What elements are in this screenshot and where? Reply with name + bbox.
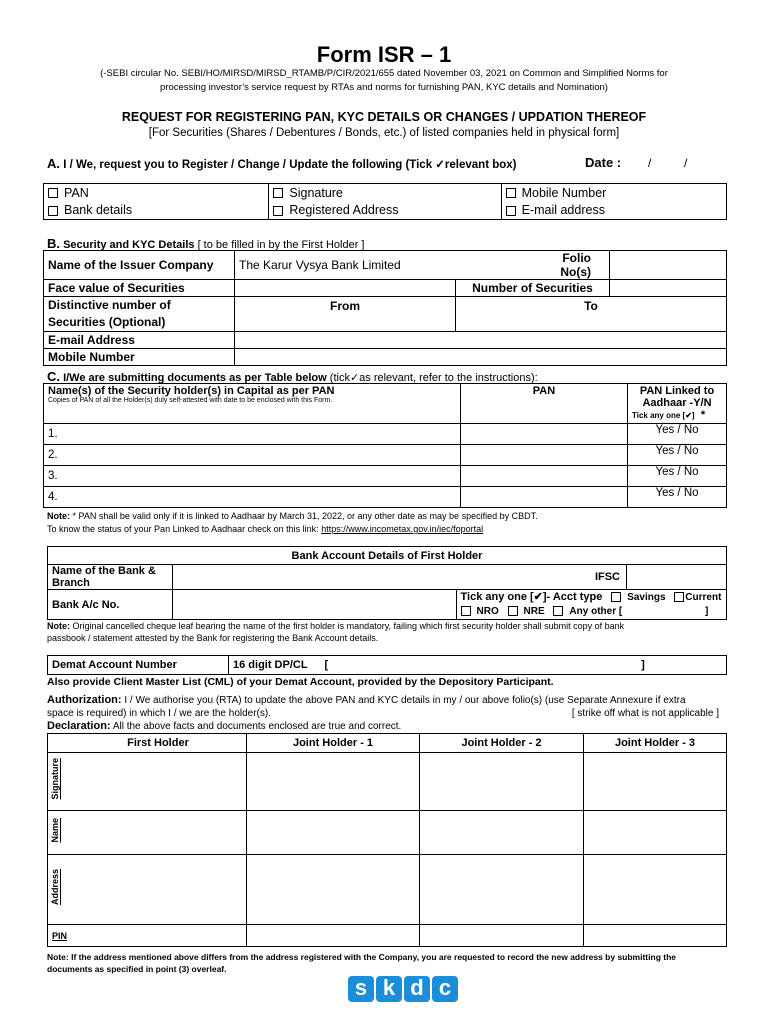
request-subtitle: [For Securities (Shares / Debentures / Bonds, etc.) of listed companies held in physical form] (148, 127, 620, 139)
col-joint-holder-3: Joint Holder - 3 (584, 734, 727, 753)
option-mobile-number[interactable] (501, 184, 726, 202)
face-value-label: Face value of Securities (44, 280, 235, 297)
holders-pan-table (43, 383, 727, 508)
incometax-link[interactable]: https://www.incometax.gov.in/iec/foportal (321, 524, 484, 534)
row-number: 1. (48, 428, 58, 440)
row-address-label (48, 855, 71, 925)
signature-joint-holder-2[interactable] (420, 753, 584, 811)
num-securities-field[interactable] (610, 280, 727, 297)
option-email-address[interactable] (501, 202, 726, 220)
asterisk: * (700, 409, 706, 421)
bracket-open: [ (324, 659, 329, 671)
checkbox[interactable] (506, 188, 516, 198)
pan-column-header: PAN (461, 384, 628, 424)
authorization-text-1: I / We authorise you (RTA) to update the above PAN and KYC details in my / our above folio(s) (use Separate Annexure if extra (124, 695, 686, 706)
bank-name-label-line2: Branch (52, 577, 90, 589)
date-label: Date : (585, 155, 622, 170)
signature-first-holder[interactable] (70, 753, 247, 811)
checkbox[interactable] (273, 206, 283, 216)
option-bank-details[interactable] (44, 202, 269, 220)
option-label: Registered Address (289, 203, 399, 218)
change-options-table (43, 183, 727, 220)
pin-label: PIN (52, 931, 68, 941)
option-signature[interactable] (269, 184, 501, 202)
name-joint-holder-3[interactable] (584, 811, 727, 855)
address-first-holder[interactable] (70, 855, 247, 925)
name-header-text: Name(s) of the Security holder(s) in Capital as per PAN (48, 385, 335, 397)
bank-ac-no-label: Bank A/c No. (48, 590, 173, 620)
to-field[interactable] (456, 297, 727, 332)
bank-note-line2: passbook / statement attested by the Bank for registering the Bank Account details. (47, 633, 379, 643)
name-label: Name (50, 817, 60, 843)
holder-row (44, 445, 727, 466)
security-details-table (43, 250, 727, 366)
pan-link-tick-hint: Tick any one [✔] (632, 411, 695, 420)
name-joint-holder-1[interactable] (247, 811, 420, 855)
signature-joint-holder-1[interactable] (247, 753, 420, 811)
bracket-close: ] (641, 659, 645, 671)
bank-details-table (47, 546, 727, 620)
authorization-label: Authorization: (47, 694, 122, 706)
pin-joint-holder-2[interactable] (420, 925, 584, 947)
name-joint-holder-2[interactable] (420, 811, 584, 855)
footer-note (47, 951, 727, 975)
logo-letter-d: d (404, 976, 430, 1002)
section-a-heading (47, 156, 517, 171)
footer-note-line1: If the address mentioned above differs from the address registered with the Company, you are requested to record the new address by submitting the (71, 952, 676, 962)
name-first-holder[interactable] (70, 811, 247, 855)
distinctive-label-line1: Distinctive number of (48, 298, 171, 312)
col-joint-holder-1: Joint Holder - 1 (247, 734, 420, 753)
section-c-title: I/We are submitting documents as per Table below (63, 372, 327, 384)
holder-name-field[interactable] (44, 487, 461, 508)
option-registered-address[interactable] (269, 202, 501, 220)
declaration-label: Declaration: (47, 720, 111, 732)
row-name-label (48, 811, 71, 855)
from-label: From (330, 299, 360, 313)
signature-label: Signature (50, 758, 60, 800)
address-joint-holder-1[interactable] (247, 855, 420, 925)
note-label: Note: (47, 511, 70, 521)
option-label: E-mail address (521, 203, 605, 218)
bank-name-label-line1: Name of the Bank & (52, 565, 156, 577)
option-label: Mobile Number (521, 185, 607, 200)
checkbox[interactable] (506, 206, 516, 216)
pin-first-holder[interactable] (48, 925, 247, 947)
yes-no-label: Yes / No (655, 424, 699, 436)
bank-section-header: Bank Account Details of First Holder (48, 547, 727, 565)
aadhaar-link-choice[interactable] (628, 466, 727, 487)
date-separator-2: / (684, 156, 688, 170)
distinctive-label-line2: Securities (Optional) (48, 315, 166, 329)
current-label: Current (685, 592, 722, 603)
circular-line-1: (-SEBI circular No. SEBI/HO/MIRSD/MIRSD_RTAMB/P/CIR/2021/655 dated November 03, 2021 on Common and Simplified Norms for (100, 68, 668, 79)
row-number: 3. (48, 470, 58, 482)
any-other-close: ] (704, 606, 709, 617)
aadhaar-link-choice[interactable] (628, 424, 727, 445)
section-a-text: I / We, request you to Register / Change / Update the following (Tick ✓relevant box) (63, 159, 517, 171)
nre-label: NRE (523, 606, 545, 617)
holder-pan-field[interactable] (461, 487, 628, 508)
row-number: 2. (48, 449, 58, 461)
aadhaar-link-choice[interactable] (628, 445, 727, 466)
option-label: PAN (64, 185, 89, 200)
checkbox[interactable] (273, 188, 283, 198)
holder-row (44, 466, 727, 487)
option-pan[interactable] (44, 184, 269, 202)
bank-name-field[interactable] (173, 565, 457, 590)
pan-note (47, 511, 538, 521)
pin-joint-holder-3[interactable] (584, 925, 727, 947)
holder-name-field[interactable] (44, 445, 461, 466)
pin-joint-holder-1[interactable] (247, 925, 420, 947)
distinctive-label (44, 297, 235, 332)
demat-field[interactable] (229, 656, 727, 675)
name-column-header (44, 384, 461, 424)
folio-field[interactable] (610, 251, 727, 280)
mobile-label: Mobile Number (44, 349, 235, 366)
ifsc-label: IFSC (456, 565, 627, 590)
section-a-letter: A. (47, 156, 60, 171)
bank-note-line1: Original cancelled cheque leaf bearing the name of the first holder is mandatory, failing which first security holder shall submit copy of bank (72, 621, 625, 631)
logo-letter-k: k (376, 976, 402, 1002)
checkbox[interactable] (48, 206, 58, 216)
holder-name-field[interactable] (44, 424, 461, 445)
authorization-text-2: space is required) in which I / we are the holder(s). (47, 708, 271, 719)
savings-label: Savings (627, 592, 666, 603)
cml-note: Also provide Client Master List (CML) of your Demat Account, provided by the Depository Participant. (47, 676, 554, 688)
address-label: Address (50, 868, 60, 905)
holder-pan-field[interactable] (461, 424, 628, 445)
holder-pan-field[interactable] (461, 466, 628, 487)
savings-checkbox[interactable] (611, 592, 621, 602)
yes-no-label: Yes / No (655, 466, 699, 478)
num-securities-label: Number of Securities (456, 280, 610, 297)
row-number: 4. (48, 491, 58, 503)
any-other-checkbox[interactable] (553, 606, 563, 616)
email-field[interactable] (235, 332, 727, 349)
blank-corner (48, 734, 71, 753)
logo-letter-s: s (348, 976, 374, 1002)
demat-table (47, 655, 727, 675)
request-title: REQUEST FOR REGISTERING PAN, KYC DETAILS OR CHANGES / UPDATION THEREOF (121, 110, 647, 124)
yes-no-label: Yes / No (655, 445, 699, 457)
footer-note-line2: documents as specified in point (3) overleaf. (47, 964, 227, 974)
section-b-hint: [ to be filled in by the First Holder ] (197, 239, 365, 251)
mobile-field[interactable] (235, 349, 727, 366)
holder-name-field[interactable] (44, 466, 461, 487)
section-b-title: Security and KYC Details (63, 239, 195, 251)
address-joint-holder-2[interactable] (420, 855, 584, 925)
email-label: E-mail Address (44, 332, 235, 349)
nro-checkbox[interactable] (461, 606, 471, 616)
holders-signature-table (47, 733, 727, 947)
authorization-block (47, 694, 727, 733)
form-title: Form ISR – 1 (316, 42, 452, 67)
checkbox[interactable] (48, 188, 58, 198)
pan-link-note-text: To know the status of your Pan Linked to Aadhaar check on this link: (47, 524, 319, 534)
pan-link-column-header (628, 384, 727, 424)
pan-note-text: * PAN shall be valid only if it is linked to Aadhaar by March 31, 2022, or any other date as may be specified by CBDT. (72, 511, 538, 521)
date-separator-1: / (648, 156, 652, 170)
section-b-heading (47, 236, 364, 251)
row-signature-label (48, 753, 71, 811)
yes-no-label: Yes / No (655, 487, 699, 499)
acct-type-label: Tick any one [✔]- Acct type (460, 591, 603, 603)
pan-link-header-2: Aadhaar -Y/N (642, 397, 712, 409)
ifsc-field[interactable] (627, 565, 727, 590)
note-label: Note: (47, 952, 69, 962)
aadhaar-link-choice[interactable] (628, 487, 727, 508)
bank-name-label (48, 565, 173, 590)
section-c-hint: (tick✓as relevant, refer to the instructions): (329, 372, 538, 384)
nre-checkbox[interactable] (508, 606, 518, 616)
demat-label: Demat Account Number (48, 656, 229, 675)
bank-note (47, 620, 727, 644)
current-checkbox[interactable] (674, 592, 684, 602)
note-label: Note: (47, 621, 70, 631)
section-b-letter: B. (47, 236, 60, 251)
circular-line-2: processing investor’s service request by RTAs and norms for furnishing PAN, KYC details and Nomination) (160, 82, 608, 93)
face-value-field[interactable] (235, 280, 456, 297)
holder-pan-field[interactable] (461, 445, 628, 466)
declaration-text: All the above facts and documents enclosed are true and correct. (112, 721, 402, 732)
section-c-heading (47, 369, 538, 384)
name-header-subtext: Copies of PAN of all the Holder(s) duly self-attested with date to be enclosed with this Form. (48, 397, 333, 404)
pan-link-header-1: PAN Linked to (639, 385, 715, 397)
address-joint-holder-3[interactable] (584, 855, 727, 925)
nro-label: NRO (476, 606, 499, 617)
to-label: To (584, 299, 598, 313)
col-joint-holder-2: Joint Holder - 2 (420, 734, 584, 753)
dp-cl-label: 16 digit DP/CL (233, 659, 308, 671)
folio-label: Folio No(s) (540, 251, 609, 280)
signature-joint-holder-3[interactable] (584, 753, 727, 811)
issuer-value[interactable]: The Karur Vysya Bank Limited (235, 251, 541, 280)
any-other-label: Any other [ (569, 606, 623, 617)
option-label: Signature (289, 185, 343, 200)
from-field[interactable] (235, 297, 456, 332)
option-label: Bank details (64, 203, 133, 218)
col-first-holder: First Holder (70, 734, 247, 753)
section-c-letter: C. (47, 369, 60, 384)
account-type-choice (456, 590, 727, 620)
pan-link-note (47, 524, 483, 534)
holder-row (44, 424, 727, 445)
bank-ac-no-field[interactable] (173, 590, 457, 620)
skdc-logo (348, 976, 458, 1002)
strike-note: [ strike off what is not applicable ] (571, 708, 719, 719)
logo-letter-c: c (432, 976, 458, 1002)
holder-row (44, 487, 727, 508)
issuer-label: Name of the Issuer Company (44, 251, 235, 280)
